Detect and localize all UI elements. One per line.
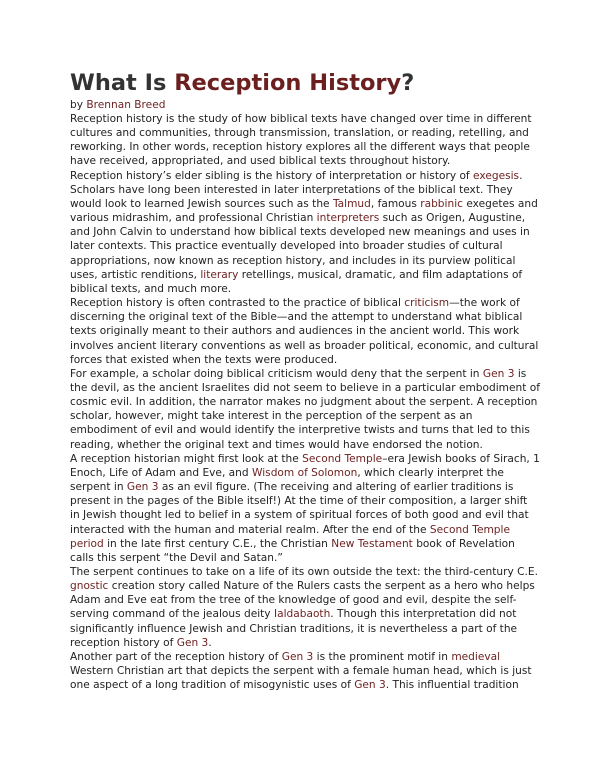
link-gen-3[interactable]: Gen 3 (482, 367, 515, 380)
link-gen-3[interactable]: Gen 3 (176, 636, 209, 649)
paragraph-text: creation story called Nature of the Rulers casts the serpent as a hero who helps Adam and Eve eat from the tree of the knowledge of good and evil, despite the self-serving command of the jealous deity (70, 580, 535, 621)
paragraph-text: . (208, 636, 212, 649)
byline (70, 98, 540, 112)
link-literary[interactable]: literary (200, 268, 239, 281)
link-interpreters[interactable]: interpreters (316, 212, 380, 225)
author-link[interactable]: Brennan Breed (86, 99, 166, 111)
paragraph-text: is the prominent motif in (313, 650, 452, 663)
paragraph-text: in the late first century C.E., the Christian (103, 537, 332, 550)
link-criticism[interactable]: criticism (404, 297, 450, 310)
link-rabbinic[interactable]: rabbinic (420, 197, 463, 210)
link-second-temple[interactable]: Second Temple (302, 452, 383, 465)
title-suffix: ? (401, 70, 415, 96)
paragraph-text: Reception history is often contrasted to the practice of biblical (70, 297, 405, 310)
link-wisdom-of-solomon[interactable]: Wisdom of Solomon (251, 466, 358, 479)
paragraph-text: –era Jewish books of Sirach, 1 Enoch, Life of Adam and Eve, and (70, 452, 540, 479)
paragraph-text: A reception historian might first look at the (70, 452, 303, 465)
paragraph-text: . Scholars have long been interested in later interpretations of the biblical text. They would look to learned Jewish sources such as the (70, 169, 523, 210)
paragraph-7 (70, 650, 540, 692)
byline-prefix: by (70, 99, 87, 111)
link-exegesis[interactable]: exegesis (473, 169, 520, 182)
paragraph-6 (70, 565, 540, 650)
paragraph-text: exegetes and various midrashim, and professional Christian (70, 197, 538, 225)
page-title (70, 68, 540, 98)
paragraph-text: Reception history is the study of how biblical texts have changed over time in different cultures and communities, through transmission, translation, or reading, retelling, and reworking. In other words, reception history explores all the different ways that people have received, appropriated, and used biblical texts throughout history. (70, 113, 532, 168)
paragraph-text: is the devil, as the ancient Israelites did not seem to believe in a particular embodiment of cosmic evil. In addition, the narrator makes no judgment about the serpent. A reception scholar, however, might take interest in the perception of the serpent as an embodiment of evil and would identify the interpretive twists and turns that led to this reading, whether the original text and times would have endorsed the notion. (70, 367, 540, 451)
title-link-reception-history[interactable]: Reception History (174, 70, 402, 96)
paragraph-text: The serpent continues to take on a life of its own outside the text: the third-century C.E. (70, 566, 538, 578)
link-ialdabaoth[interactable]: Ialdabaoth (273, 608, 331, 621)
link-new-testament[interactable]: New Testament (331, 537, 413, 550)
paragraph-5 (70, 452, 540, 565)
paragraph-text: . Though this interpretation did not significantly influence Jewish and Christian traditions, it is nevertheless a part of the reception history of (70, 608, 518, 649)
paragraph-2 (70, 169, 540, 296)
paragraph-text: —the work of discerning the original text of the Bible—and the attempt to understand what biblical texts originally meant to their authors and audiences in the ancient world. This work involves ancient literary conventions as well as broader political, economic, and cultural forces that existed when the texts were produced. (70, 297, 539, 366)
link-talmud[interactable]: Talmud (332, 197, 371, 210)
paragraph-text: book of Revelation calls this serpent “the Devil and Satan.” (70, 537, 515, 564)
paragraph-text: . This influential tradition (385, 679, 519, 692)
paragraph-text: , which clearly interpret the serpent in (70, 466, 504, 494)
paragraph-text: Western Christian art that depicts the serpent with a female human head, which is just one aspect of a long tradition of misogynistic uses of (70, 665, 532, 692)
link-gen-3[interactable]: Gen 3 (126, 481, 159, 494)
paragraph-text: Another part of the reception history of (70, 650, 282, 663)
paragraph-text: , famous (370, 197, 421, 210)
paragraph-text: Reception history’s elder sibling is the history of interpretation or history of (70, 169, 474, 182)
paragraph-text: For example, a scholar doing biblical criticism would deny that the serpent in (70, 367, 483, 380)
link-gnostic[interactable]: gnostic (70, 580, 109, 593)
link-gen-3[interactable]: Gen 3 (281, 650, 314, 663)
link-medieval[interactable]: medieval (451, 650, 501, 663)
link-second-temple-period[interactable]: Second Temple period (70, 523, 510, 550)
paragraph-1 (70, 112, 540, 169)
paragraph-text: such as Origen, Augustine, and John Calvin to understand how biblical texts developed new meanings and uses in later contexts. This practice eventually developed into broader studies of cultural appropriations, now known as reception history, and includes in its purview political uses, artistic renditions, (70, 212, 530, 281)
title-prefix: What Is (70, 70, 175, 96)
link-gen-3[interactable]: Gen 3 (354, 679, 386, 692)
paragraph-3 (70, 296, 540, 367)
paragraph-text: as an evil figure. (The receiving and altering of earlier traditions is present in the pages of the Bible itself!) At the time of their composition, a larger shift in Jewish thought led to belief in a system of spiritual forces of both good and evil that interacted with the human and material realm. After the end of the (70, 481, 529, 536)
paragraph-4 (70, 367, 540, 452)
paragraph-text: retellings, musical, dramatic, and film adaptations of biblical texts, and much more. (70, 268, 523, 295)
